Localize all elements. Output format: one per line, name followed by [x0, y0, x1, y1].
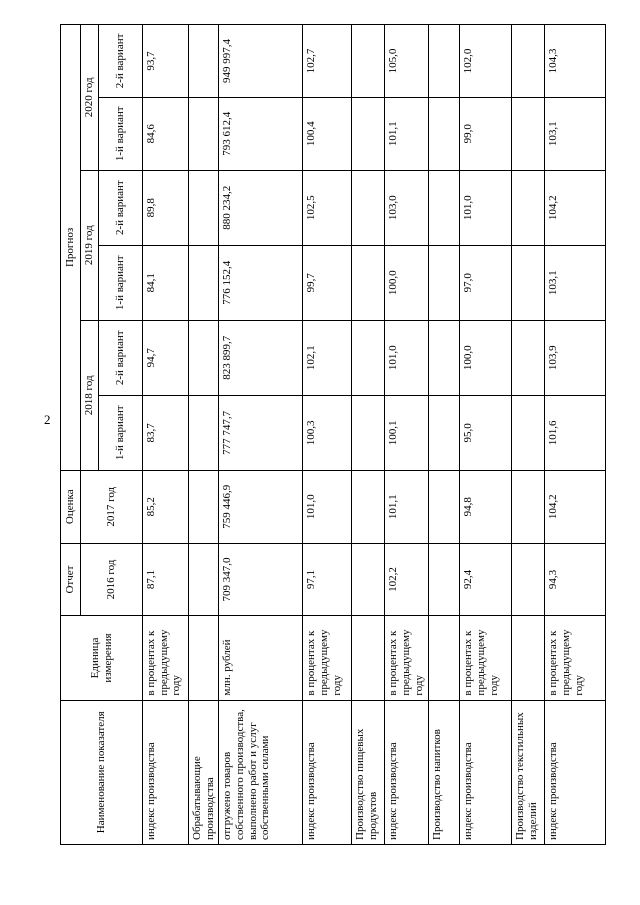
header-row-1 — [61, 25, 81, 845]
indicator-name: индекс производства — [545, 700, 606, 844]
header-2019-var1: 1-й вариант — [99, 245, 143, 320]
value-cell: 95,0 — [460, 395, 512, 470]
header-2018: 2018 год — [81, 320, 99, 470]
indicator-name: Обрабатывающие производства — [189, 700, 219, 844]
table-row — [385, 25, 429, 845]
unit-cell: в процентах к предыдущему году — [545, 616, 606, 700]
value-cell: 102,0 — [460, 25, 512, 98]
value-cell: 85,2 — [143, 470, 189, 543]
value-cell: 89,8 — [143, 170, 189, 245]
value-cell: 104,2 — [545, 470, 606, 543]
value-cell — [189, 470, 219, 543]
header-2017: 2017 год — [81, 470, 143, 543]
indicator-name: отгружено товаров собственного производства, выполнено работ и услуг собственными силами — [219, 700, 303, 844]
value-cell: 102,7 — [303, 25, 352, 98]
value-cell — [352, 543, 385, 616]
value-cell: 793 612,4 — [219, 97, 303, 170]
value-cell: 100,3 — [303, 395, 352, 470]
value-cell — [352, 97, 385, 170]
value-cell: 103,1 — [545, 97, 606, 170]
table-row — [545, 25, 606, 845]
unit-cell — [352, 616, 385, 700]
indicator-name: Производство напитков — [429, 700, 460, 844]
header-2019: 2019 год — [81, 170, 99, 320]
value-cell: 776 152,4 — [219, 245, 303, 320]
value-cell: 759 446,9 — [219, 470, 303, 543]
value-cell — [512, 245, 545, 320]
indicator-name: индекс производства — [303, 700, 352, 844]
header-estimate: Оценка — [61, 470, 81, 543]
value-cell: 105,0 — [385, 25, 429, 98]
header-2019-var2: 2-й вариант — [99, 170, 143, 245]
value-cell — [512, 543, 545, 616]
value-cell — [352, 395, 385, 470]
header-2020-var2: 2-й вариант — [99, 25, 143, 98]
value-cell: 103,1 — [545, 245, 606, 320]
unit-cell — [512, 616, 545, 700]
value-cell — [352, 470, 385, 543]
value-cell: 777 747,7 — [219, 395, 303, 470]
value-cell — [429, 97, 460, 170]
value-cell: 101,1 — [385, 470, 429, 543]
value-cell — [512, 470, 545, 543]
value-cell: 101,0 — [303, 470, 352, 543]
table-row — [189, 25, 219, 845]
value-cell — [189, 395, 219, 470]
value-cell: 99,7 — [303, 245, 352, 320]
value-cell — [352, 170, 385, 245]
indicator-name: Производство текстильных изделий — [512, 700, 545, 844]
value-cell: 99,0 — [460, 97, 512, 170]
header-unit: Единица измерения — [61, 616, 143, 700]
indicator-name: индекс производства — [460, 700, 512, 844]
unit-cell: в процентах к предыдущему году — [385, 616, 429, 700]
value-cell: 97,1 — [303, 543, 352, 616]
table-row — [219, 25, 303, 845]
value-cell — [352, 25, 385, 98]
value-cell: 84,1 — [143, 245, 189, 320]
value-cell — [352, 245, 385, 320]
header-2018-var2: 2-й вариант — [99, 320, 143, 395]
value-cell — [429, 543, 460, 616]
value-cell: 101,1 — [385, 97, 429, 170]
value-cell — [429, 25, 460, 98]
value-cell — [352, 320, 385, 395]
table-row — [429, 25, 460, 845]
indicator-name: Производство пищевых продуктов — [352, 700, 385, 844]
header-2020-var1: 1-й вариант — [99, 97, 143, 170]
forecast-table-container — [60, 24, 585, 845]
table-row — [352, 25, 385, 845]
header-2020: 2020 год — [81, 25, 99, 171]
value-cell: 101,0 — [385, 320, 429, 395]
table-row — [460, 25, 512, 845]
value-cell — [189, 25, 219, 98]
value-cell — [512, 320, 545, 395]
value-cell: 709 347,0 — [219, 543, 303, 616]
value-cell: 880 234,2 — [219, 170, 303, 245]
value-cell: 100,4 — [303, 97, 352, 170]
value-cell: 103,0 — [385, 170, 429, 245]
value-cell: 94,8 — [460, 470, 512, 543]
value-cell — [512, 170, 545, 245]
header-report: Отчет — [61, 543, 81, 616]
unit-cell: в процентах к предыдущему году — [460, 616, 512, 700]
header-forecast: Прогноз — [61, 25, 81, 471]
value-cell: 102,1 — [303, 320, 352, 395]
page-number: 2 — [44, 412, 51, 427]
value-cell: 97,0 — [460, 245, 512, 320]
value-cell: 94,7 — [143, 320, 189, 395]
indicator-name: индекс производства — [143, 700, 189, 844]
value-cell: 93,7 — [143, 25, 189, 98]
value-cell: 87,1 — [143, 543, 189, 616]
value-cell: 84,6 — [143, 97, 189, 170]
value-cell — [429, 320, 460, 395]
value-cell — [429, 470, 460, 543]
value-cell — [512, 25, 545, 98]
table-row — [512, 25, 545, 845]
value-cell: 100,0 — [460, 320, 512, 395]
value-cell — [189, 97, 219, 170]
value-cell: 104,3 — [545, 25, 606, 98]
value-cell — [429, 170, 460, 245]
value-cell: 101,0 — [460, 170, 512, 245]
value-cell: 92,4 — [460, 543, 512, 616]
unit-cell — [189, 616, 219, 700]
header-name: Наименование показателя — [61, 700, 143, 844]
value-cell — [189, 320, 219, 395]
unit-cell: в процентах к предыдущему году — [143, 616, 189, 700]
value-cell: 823 899,7 — [219, 320, 303, 395]
value-cell — [512, 97, 545, 170]
value-cell: 104,2 — [545, 170, 606, 245]
header-2016: 2016 год — [81, 543, 143, 616]
value-cell — [189, 543, 219, 616]
value-cell — [189, 170, 219, 245]
unit-cell — [429, 616, 460, 700]
value-cell — [429, 245, 460, 320]
table-row — [303, 25, 352, 845]
value-cell: 94,3 — [545, 543, 606, 616]
value-cell — [429, 395, 460, 470]
value-cell: 102,5 — [303, 170, 352, 245]
value-cell: 949 997,4 — [219, 25, 303, 98]
value-cell: 101,6 — [545, 395, 606, 470]
indicator-name: индекс производства — [385, 700, 429, 844]
value-cell: 102,2 — [385, 543, 429, 616]
value-cell — [512, 395, 545, 470]
forecast-table — [60, 24, 606, 845]
value-cell: 100,0 — [385, 245, 429, 320]
unit-cell: млн. рублей — [219, 616, 303, 700]
header-2018-var1: 1-й вариант — [99, 395, 143, 470]
value-cell: 100,1 — [385, 395, 429, 470]
unit-cell: в процентах к предыдущему году — [303, 616, 352, 700]
value-cell: 83,7 — [143, 395, 189, 470]
value-cell: 103,9 — [545, 320, 606, 395]
value-cell — [189, 245, 219, 320]
table-row — [143, 25, 189, 845]
